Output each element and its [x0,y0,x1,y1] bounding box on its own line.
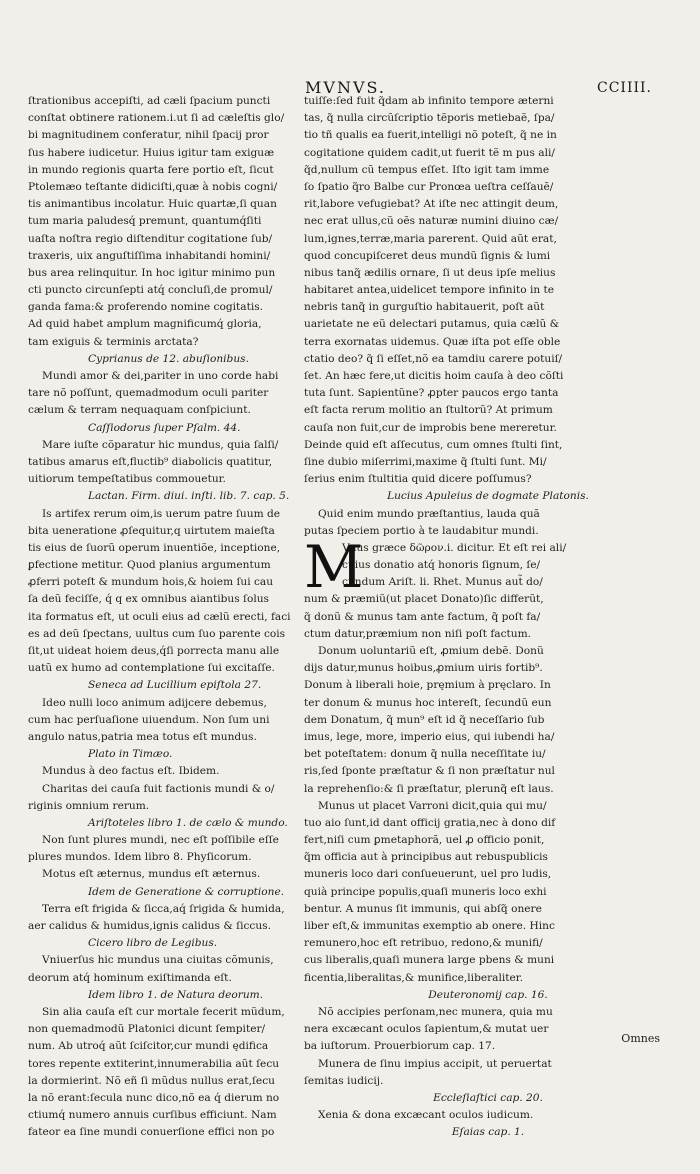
text-line: non quemadmodũ Platonici dicunt ſempiter/ [28,1023,266,1036]
text-line: Donum à liberali hoie, pręmium à pręclaro. In [304,679,551,692]
text-line: la reprehenſio:& ſi præſtatur, plerunq̃ eſt laus. [304,782,554,795]
text-line: ſit,ut uideat hoiem deus,q́ſi porrecta manu alle [28,645,280,657]
text-line: ter donum & munus hoc intereſt, ſecundũ eun [304,696,552,709]
text-line: Deinde quid eſt aſſecutus, cum omnes ſtulti ſint, [304,438,563,451]
text-line: deorum atq́ hominum exiſtimanda eſt. [28,971,232,984]
text-line: ctiumq́ numero annuis curſibus efficiunt. Nam [28,1109,277,1122]
text-line: fert,niſi cum ꝑmetaphorã, uel ꝓ officio ponit, [304,834,545,847]
text-line: nera excæcant oculos ſapientum,& mutat uer [304,1023,549,1036]
text-line: q̃m officia aut à principibus aut rebuspublicis [304,851,548,864]
text-line: bi magnitudinem conferatur, nihil ſpacij pror [28,129,269,142]
section-heading: Cyprianus de 12. abuſionibus. [88,352,249,365]
text-line: Munus ut placet Varroni dicit,quia qui mu/ [318,799,547,812]
text-line: ſerius enim ſtultitia quid dicere poſſumus? [304,473,532,486]
section-heading: Eccleſiaſtici cap. 20. [433,1091,543,1104]
text-line: num & præmiũ(ut placet Donato)ſic differũt, [304,593,544,606]
text-line: Is artifex rerum oim,is uerum patre ſuum de [42,507,281,520]
text-line: liber eſt,& immunitas exemptio ab onere. Hinc [304,920,555,932]
text-line: cti puncto circunſepti atq́ concluſi,de promul/ [28,284,273,297]
text-line: tum maria paludesq́ premunt, quantumq́ſiti [28,215,262,228]
text-line: ſus habere iudicetur. Huius igitur tam exiguæ [28,146,275,159]
text-line: q̃ donũ & munus tam ante factum, q̃ poſt fa/ [304,610,541,623]
text-line: dem Donatum, q̃ mun⁹ eſt id q̃ neceſſario ſub [304,713,545,726]
section-heading: Plato in Timæo. [88,748,173,761]
text-line: putas ſpeciem portio à te laudabitur mundi. [304,524,539,537]
text-line: ſine dubio miſerrimi,maxime q̃ ſtulti ſunt. Mi/ [304,455,547,468]
text-line: ita formatus eſt, ut oculi eius ad cælũ erecti, faci [28,610,291,623]
text-line: Terra eſt frigida & ſicca,aq́ ſrigida & humida, [42,902,285,915]
text-line: cuius donatio atq́ honoris ſignum, ſe/ [342,559,541,572]
text-line: tuta ſunt. Sapientũne? ꝓpter paucos ergo tanta [304,387,559,400]
text-line: Vnus græce δῶρον.i. dicitur. Et eſt rei ali/ [342,541,567,554]
text-line: uarietate ne eũ delectari putamus, quia cælũ & [304,318,560,331]
text-line: riginis omnium rerum. [28,799,150,812]
text-line: la nõ erant:ſecula nunc dico,nõ ea q́ dierum no [28,1091,280,1104]
text-line: ctum datur,præmium non niſi poſt factum. [304,627,531,640]
text-line: ficentia,liberalitas,& munifice,liberaliter. [304,971,524,984]
text-line: cundum Ariſt. li. Rhet. Munus aut̃ do/ [342,576,543,589]
text-line: Mundi amor & dei,pariter in uno corde habi [42,370,279,382]
text-line: angulo natus,patria mea totus eſt mundus. [28,730,257,743]
text-line: eſt facta rerum molitio an ſtultorũ? At primum [304,404,553,417]
section-heading: Idem de Generatione & corruptione. [88,885,285,898]
section-heading: Cicero libro de Legibus. [88,937,218,950]
text-line: tis animantibus incolatur. Huic quartæ,ſi quan [28,198,277,211]
section-heading: Idem libro 1. de Natura deorum. [88,988,264,1001]
text-line: Ad quid habet amplum magnificumq́ gloria, [28,318,262,331]
text-line: bus area relinquitur. In hoc igitur minimo pun [28,266,276,279]
text-line: traxeris, uix anguſtiſſima inhabitandi homini/ [28,249,271,262]
text-line: Charitas dei cauſa fuit factionis mundi & o/ [42,782,275,795]
text-line: lum,ignes,terræ,maria parerent. Quid aũt erat, [304,232,557,245]
text-line: tis eius de ſuorũ operum inuentiõe, inceptione, [28,541,281,554]
drop-capital: M [304,532,364,601]
text-line: ctatio deo? q̃ ſi eſſet,nõ ea tamdiu carere potuiſ/ [304,352,563,365]
text-line: Sin alia cauſa eſt cur mortale fecerit mũdum, [42,1005,285,1018]
text-line: bentur. A munus ſit immunis, qui abſq̃ onere [304,902,542,915]
text-line: Vniuerſus hic mundus una ciuitas cõmunis, [42,954,274,967]
text-line: habitaret antea,uidelicet tempore infinito in te [304,284,555,297]
text-line: quià principe populis,quaſi muneris loco exhi [304,885,547,898]
text-line: bet poteſtatem: donum q̃ nulla neceſſitate iu/ [304,748,546,761]
text-line: tuiſſe:ſed fuit q̃dam ab infinito tempore æterni [304,95,554,107]
text-line: in mundo regionis quarta fere portio eſt, ſicut [28,163,274,176]
text-line: cogitatione quidem cadit,ut fuerit tẽ m pus ali/ [304,146,555,159]
text-line: ganda fama:& proferendo nomine cogitatis. [28,301,264,314]
text-line: cum hac perſuaſione uiuendum. Non ſum uni [28,713,270,726]
text-line: aer calidus & humidus,ignis calidus & ſiccus. [28,920,271,932]
text-line: tatibus amarus eſt,fluctib⁹ diabolicis quatitur, [28,455,273,468]
text-line: ꝓferri poteſt & mundum hois,& hoiem ſui cau [28,576,274,589]
section-heading: Lactan. Firm. diui. inſti. lib. 7. cap. 5. [88,490,290,503]
text-line: tas, q̃ nulla circũſcriptio tẽporis metiebaẽ, ſpa/ [304,112,555,125]
text-line: tam exiguis & terminis arctata? [28,335,199,348]
text-line: uitiorum tempeſtatibus commouetur. [28,473,226,486]
text-line: Motus eſt æternus, mundus eſt æternus. [42,868,261,881]
text-line: quod concupiſceret deus mundũ ſignis & lumi [304,249,551,262]
text-line: tuo aio ſunt,id dant officij gratia,nec à dono dif [304,816,556,829]
text-line: tores repente extiterint,innumerabilia aũt ſecu [28,1057,280,1070]
text-line: cus liberalis,quaſi munera large pbens & muni [304,954,555,967]
text-line: es ad deũ ſpectans, uultus cum ſuo parente cois [28,627,286,640]
text-line: ſtrationibus accepiſti, ad cæli ſpacium puncti [28,95,271,107]
text-line: imus, lege, more, imperio eius, qui iubendi ha/ [304,730,555,743]
text-line: cauſa non fuit,cur de improbis bene mereretur. [304,421,557,434]
text-line: nec erat ullus,cũ oẽs naturæ numini diuino cæ/ [304,215,559,228]
text-line: muneris loco dari conſueuerunt, uel pro ludis, [304,868,552,881]
section-heading: Seneca ad Lucillium epiſtola 27. [88,679,262,692]
section-heading: Lucius Apuleius de dogmate Platonis. [387,490,589,503]
left-column [28,93,303,1141]
text-line: plures mundos. Idem libro 8. Phyſicorum. [28,851,252,864]
section-heading: Eſaias cap. 1. [451,1126,525,1139]
text-line: uatũ ex humo ad contemplatione ſui excitaſſe. [28,662,275,675]
text-line: rit,labore vefugiebat? At iſte nec attingit deum, [304,198,559,211]
text-line: nibus tanq̃ ædilis ornare, ſi ut deus ipſe melius [304,266,556,279]
text-line: Munera de ſinu impius accipit, ut peruertat [318,1057,552,1070]
text-line: Non ſunt plures mundi, nec eſt poſſibile eſſe [42,834,279,847]
right-column [304,93,672,1141]
text-line: fateor ea ſine mundi conuerſione effici non po [28,1126,275,1139]
text-line: tio tñ qualis ea fuerit,intelligi nõ poteſt, q̃ ne in [304,129,557,142]
text-line: num. Ab utroq́ aũt ſciſcitor,cur mundi ędifica [28,1040,269,1053]
text-line: Ideo nulli loco animum adijcere debemus, [42,696,267,709]
catchword: Omnes [621,1032,660,1045]
text-line: ꝑfectione metitur. Quod planius argumentum [28,559,271,572]
text-line: Mare iuſte cõparatur hic mundus, quia ſalſi/ [42,438,279,451]
text-line: Quid enim mundo præſtantius, lauda quã [318,507,540,520]
text-line: la dormierint. Nõ eñ ſi mũdus nullus erat,ſecu [28,1074,275,1087]
text-line: ſemitas iudicij. [304,1074,384,1087]
text-line: Ptolemæo teſtante didiciſti,quæ à nobis cogni/ [28,180,278,193]
text-line: uaſta noſtra regio diſtenditur cogitatione ſub/ [28,232,273,245]
section-heading: Ariſtoteles libro 1. de cælo & mundo. [88,816,288,829]
section-heading: Deuteronomij cap. 16. [428,988,548,1001]
text-line: Mundus à deo factus eſt. Ibidem. [42,765,220,778]
section-heading: Caſſiodorus ſuper Pſalm. 44. [88,421,241,434]
text-line: remunero,hoc eſt retribuo, redono,& munifi/ [304,937,543,950]
text-line: ris,ſed ſponte præſtatur & ſi non præſtatur nul [304,765,555,778]
text-line: ſa deũ feciſſe, q́ q ex omnibus aiantibus ſolus [28,593,269,606]
text-line: ſet. An hæc fere,ut dicitis hoim cauſa à deo cõſti [304,370,564,382]
text-line: ba iuſtorum. Prouerbiorum cap. 17. [304,1040,496,1053]
text-line: cælum & terram nequaquam conſpiciunt. [28,404,251,417]
text-line: conſtat obtinere rationem.i.ut ſi ad cæleſtis glo/ [28,112,285,125]
text-line: q̃d,nullum cũ tempus eſſet. Iſto igit tam imme [304,163,550,176]
text-line: ſo ſpatio q̃ro Balbe cur Pronœa ueſtra ceſſauẽ/ [304,180,554,193]
text-line: dijs datur,munus hoibus,ꝓmium uiris fortib⁹. [304,662,543,675]
text-line: tare nõ poſſunt, quemadmodum oculi pariter [28,387,269,400]
folio-number: CCIIII. [597,80,652,96]
text-line: Nõ accipies perſonam,nec munera, quia mu [318,1005,553,1018]
text-line: nebris tanq̃ in gurguſtio habitauerit, poſt aũt [304,301,545,314]
text-line: terra exornatas uidemus. Quæ iſta pot eſſe oble [304,335,561,348]
running-head: MVNVS. [305,78,386,97]
text-line: Xenia & dona excæcant oculos iudicum. [318,1109,534,1122]
text-line: Donum uoluntariũ eſt, ꝓmium debẽ. Donũ [318,645,544,657]
text-line: bita ueneratione ꝓſequitur,q uirtutem maieſta [28,524,275,537]
